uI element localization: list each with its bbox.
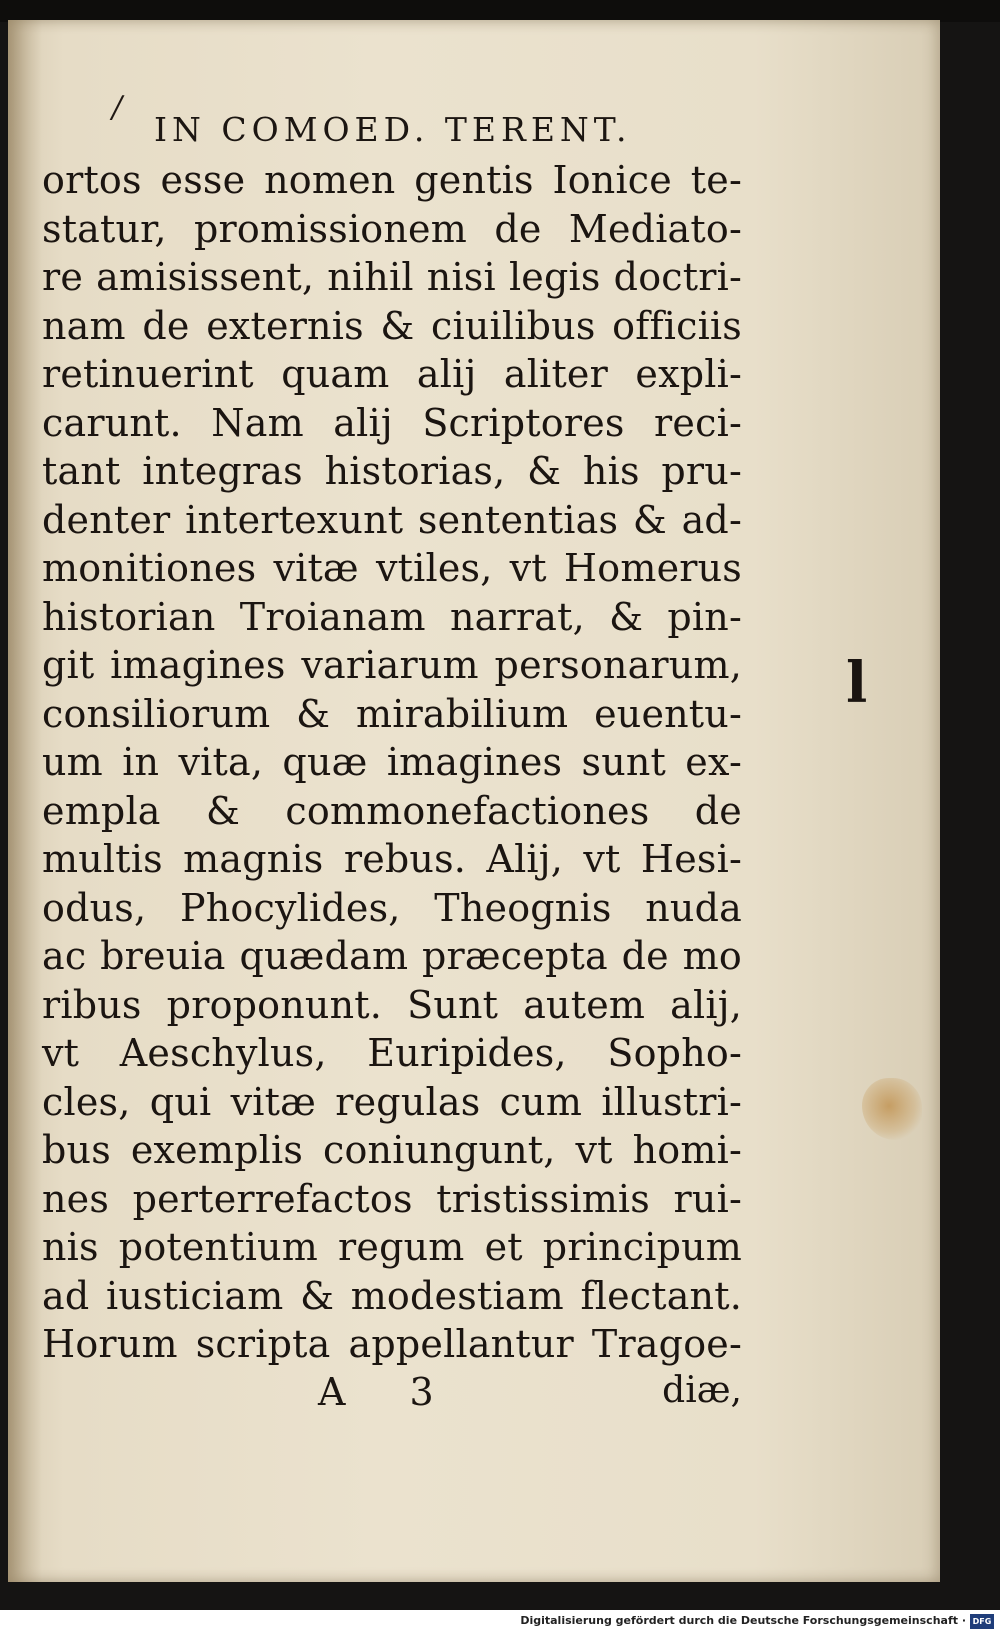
- text-line: ribus proponunt. Sunt autem alij,: [42, 982, 742, 1027]
- margin-mark: l: [846, 650, 868, 716]
- text-line: ad iusticiam & modestiam flectant.: [42, 1273, 742, 1318]
- text-line: Horum scripta appellantur Tragoe-: [42, 1322, 742, 1366]
- text-line: vt Aeschylus, Euripides, Sopho-: [42, 1031, 742, 1075]
- text-line: ac breuia quædam præcepta de mo: [42, 934, 742, 978]
- dfg-logo-icon: DFG: [970, 1614, 994, 1629]
- text-line: nes perterrefactos tristissimis rui-: [42, 1176, 742, 1221]
- text-line: statur, promissionem de Mediato-: [42, 206, 742, 251]
- text-line: nam de externis & ciuilibus officiis: [42, 303, 742, 348]
- body-text: [42, 156, 742, 1369]
- text-line: multis magnis rebus. Alij, vt Hesi-: [42, 837, 742, 881]
- text-line: bus exemplis coniungunt, vt homi-: [42, 1128, 742, 1172]
- text-line: re amisissent, nihil nisi legis doctri-: [42, 255, 742, 299]
- running-head: IN COMOED. TERENT.: [154, 110, 632, 149]
- text-line: denter intertexunt sententias & ad-: [42, 497, 742, 542]
- page-footer: [42, 1370, 742, 1420]
- paper-stain: [862, 1078, 922, 1140]
- text-line: retinuerint quam alij aliter expli-: [42, 352, 742, 396]
- text-line: git imagines variarum personarum,: [42, 643, 742, 687]
- credit-bar: [0, 1610, 1000, 1634]
- text-line: historian Troianam narrat, & pin-: [42, 594, 742, 639]
- signature-mark: A 3: [318, 1370, 460, 1414]
- text-line: empla & commonefactiones de: [42, 788, 742, 833]
- text-line: nis potentium regum et principum: [42, 1225, 742, 1269]
- corner-mark: /: [112, 90, 123, 125]
- scan-top-edge: [0, 0, 1000, 22]
- text-line: odus, Phocylides, Theognis nuda: [42, 885, 742, 930]
- text-line: ortos esse nomen gentis Ionice te-: [42, 158, 742, 202]
- catchword: diæ,: [662, 1370, 742, 1411]
- text-line: um in vita, quæ imagines sunt ex-: [42, 740, 742, 784]
- text-line: consiliorum & mirabilium euentu-: [42, 691, 742, 736]
- book-page: [8, 20, 940, 1582]
- page-gutter-shadow: [8, 20, 42, 1582]
- credit-text: Digitalisierung gefördert durch die Deutsche Forschungsgemeinschaft ·: [520, 1614, 966, 1627]
- text-line: cles, qui vitæ regulas cum illustri-: [42, 1079, 742, 1124]
- text-line: monitiones vitæ vtiles, vt Homerus: [42, 546, 742, 590]
- text-line: tant integras historias, & his pru-: [42, 449, 742, 493]
- text-line: carunt. Nam alij Scriptores reci-: [42, 400, 742, 445]
